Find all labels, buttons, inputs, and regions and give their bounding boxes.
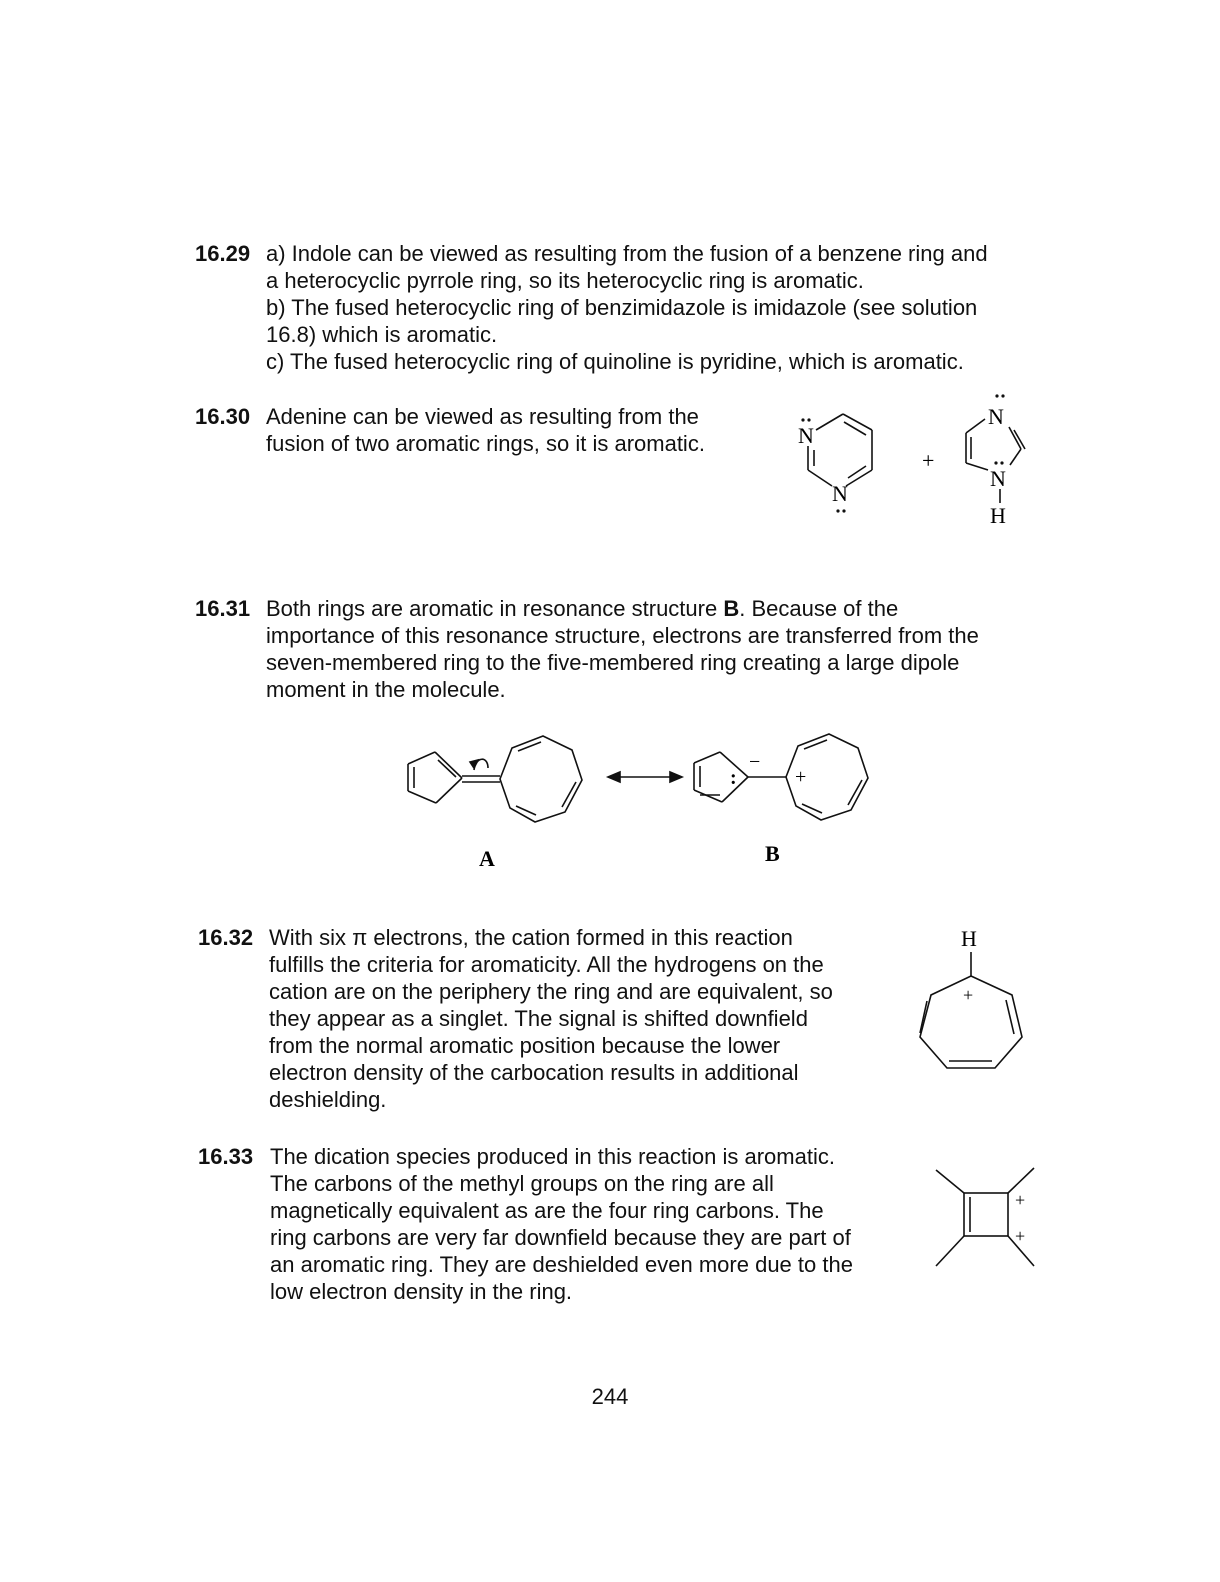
text-line: a) Indole can be viewed as resulting from the fusion of a benzene ring and	[266, 241, 988, 266]
text-line: With six π electrons, the cation formed in this reaction	[269, 925, 793, 950]
negative-charge: −	[749, 751, 761, 773]
pyrimidine-ring	[808, 414, 872, 486]
hydrogen-atom-label: H	[990, 503, 1006, 528]
problem-16-30-text	[266, 403, 705, 457]
text-line: c) The fused heterocyclic ring of quinoline is pyridine, which is aromatic.	[266, 349, 964, 374]
problem-16-29-text	[266, 240, 988, 375]
text-line: low electron density in the ring.	[270, 1279, 573, 1304]
structure-b-label: B	[765, 841, 780, 866]
text-line: magnetically equivalent as are the four ring carbons. The	[270, 1198, 824, 1223]
text-line: fulfills the criteria for aromaticity. All the hydrogens on the	[269, 952, 824, 977]
text-line: 16.8) which is aromatic.	[266, 322, 498, 347]
text-line: they appear as a singlet. The signal is shifted downfield	[269, 1006, 808, 1031]
problem-number-16-30: 16.30	[195, 404, 251, 429]
adenine-rings-figure	[780, 385, 1060, 535]
structure-a-seven-membered-ring	[500, 736, 582, 822]
text-line: cation are on the periphery the ring and are equivalent, so	[269, 979, 833, 1004]
problem-16-31-text	[266, 595, 979, 703]
problem-number-16-33: 16.33	[198, 1144, 254, 1169]
text-line: The carbons of the methyl groups on the ring are all	[270, 1171, 774, 1196]
text-line: moment in the molecule.	[266, 677, 506, 702]
lone-pair-symbol: :	[730, 767, 737, 789]
four-membered-ring	[936, 1168, 1034, 1266]
text-run: . Because of the	[739, 596, 899, 621]
structure-a-label: A	[479, 846, 495, 871]
positive-charge: +	[1015, 1226, 1026, 1246]
tropylium-cation-figure	[910, 920, 1040, 1080]
text-line: a heterocyclic pyrrole ring, so its heterocyclic ring is aromatic.	[266, 268, 864, 293]
problem-number-16-31: 16.31	[195, 596, 251, 621]
text-line: seven-membered ring to the five-membered ring creating a large dipole	[266, 650, 960, 675]
text-line: The dication species produced in this reaction is aromatic.	[270, 1144, 835, 1169]
text-line: electron density of the carbocation results in additional	[269, 1060, 799, 1085]
text-run: Both rings are aromatic in resonance structure	[266, 596, 724, 621]
problem-16-33-text	[270, 1143, 853, 1305]
resonance-structures-figure	[400, 725, 880, 875]
nitrogen-atom-label: N	[832, 481, 848, 506]
positive-charge: +	[963, 985, 974, 1005]
text-line: fusion of two aromatic rings, so it is aromatic.	[266, 431, 705, 456]
nitrogen-atom-label: N	[798, 423, 814, 448]
problem-16-32-text	[269, 924, 833, 1113]
text-line: ring carbons are very far downfield because they are part of	[270, 1225, 851, 1250]
structure-b-five-membered-ring	[694, 752, 748, 802]
text-line: an aromatic ring. They are deshielded even more due to the	[270, 1252, 853, 1277]
page-number: 244	[591, 1384, 629, 1409]
text-line	[266, 595, 979, 622]
problem-number-16-32: 16.32	[198, 925, 254, 950]
positive-charge: +	[795, 766, 807, 788]
nitrogen-atom-label: N	[988, 404, 1004, 429]
plus-sign: +	[922, 448, 935, 473]
nitrogen-atom-label: N	[990, 466, 1006, 491]
text-line: importance of this resonance structure, electrons are transferred from the	[266, 623, 979, 648]
structure-b-reference: B	[723, 596, 740, 621]
text-line: deshielding.	[269, 1087, 387, 1112]
structure-a-five-membered-ring	[408, 752, 462, 803]
cyclobutadiene-dication-figure	[930, 1160, 1040, 1275]
positive-charge: +	[1015, 1190, 1026, 1210]
hydrogen-atom-label: H	[961, 926, 977, 951]
text-line: Adenine can be viewed as resulting from the	[266, 404, 699, 429]
seven-membered-ring	[920, 952, 1022, 1068]
text-line: from the normal aromatic position because the lower	[269, 1033, 781, 1058]
text-line: b) The fused heterocyclic ring of benzimidazole is imidazole (see solution	[266, 295, 978, 320]
problem-number-16-29: 16.29	[195, 241, 251, 266]
